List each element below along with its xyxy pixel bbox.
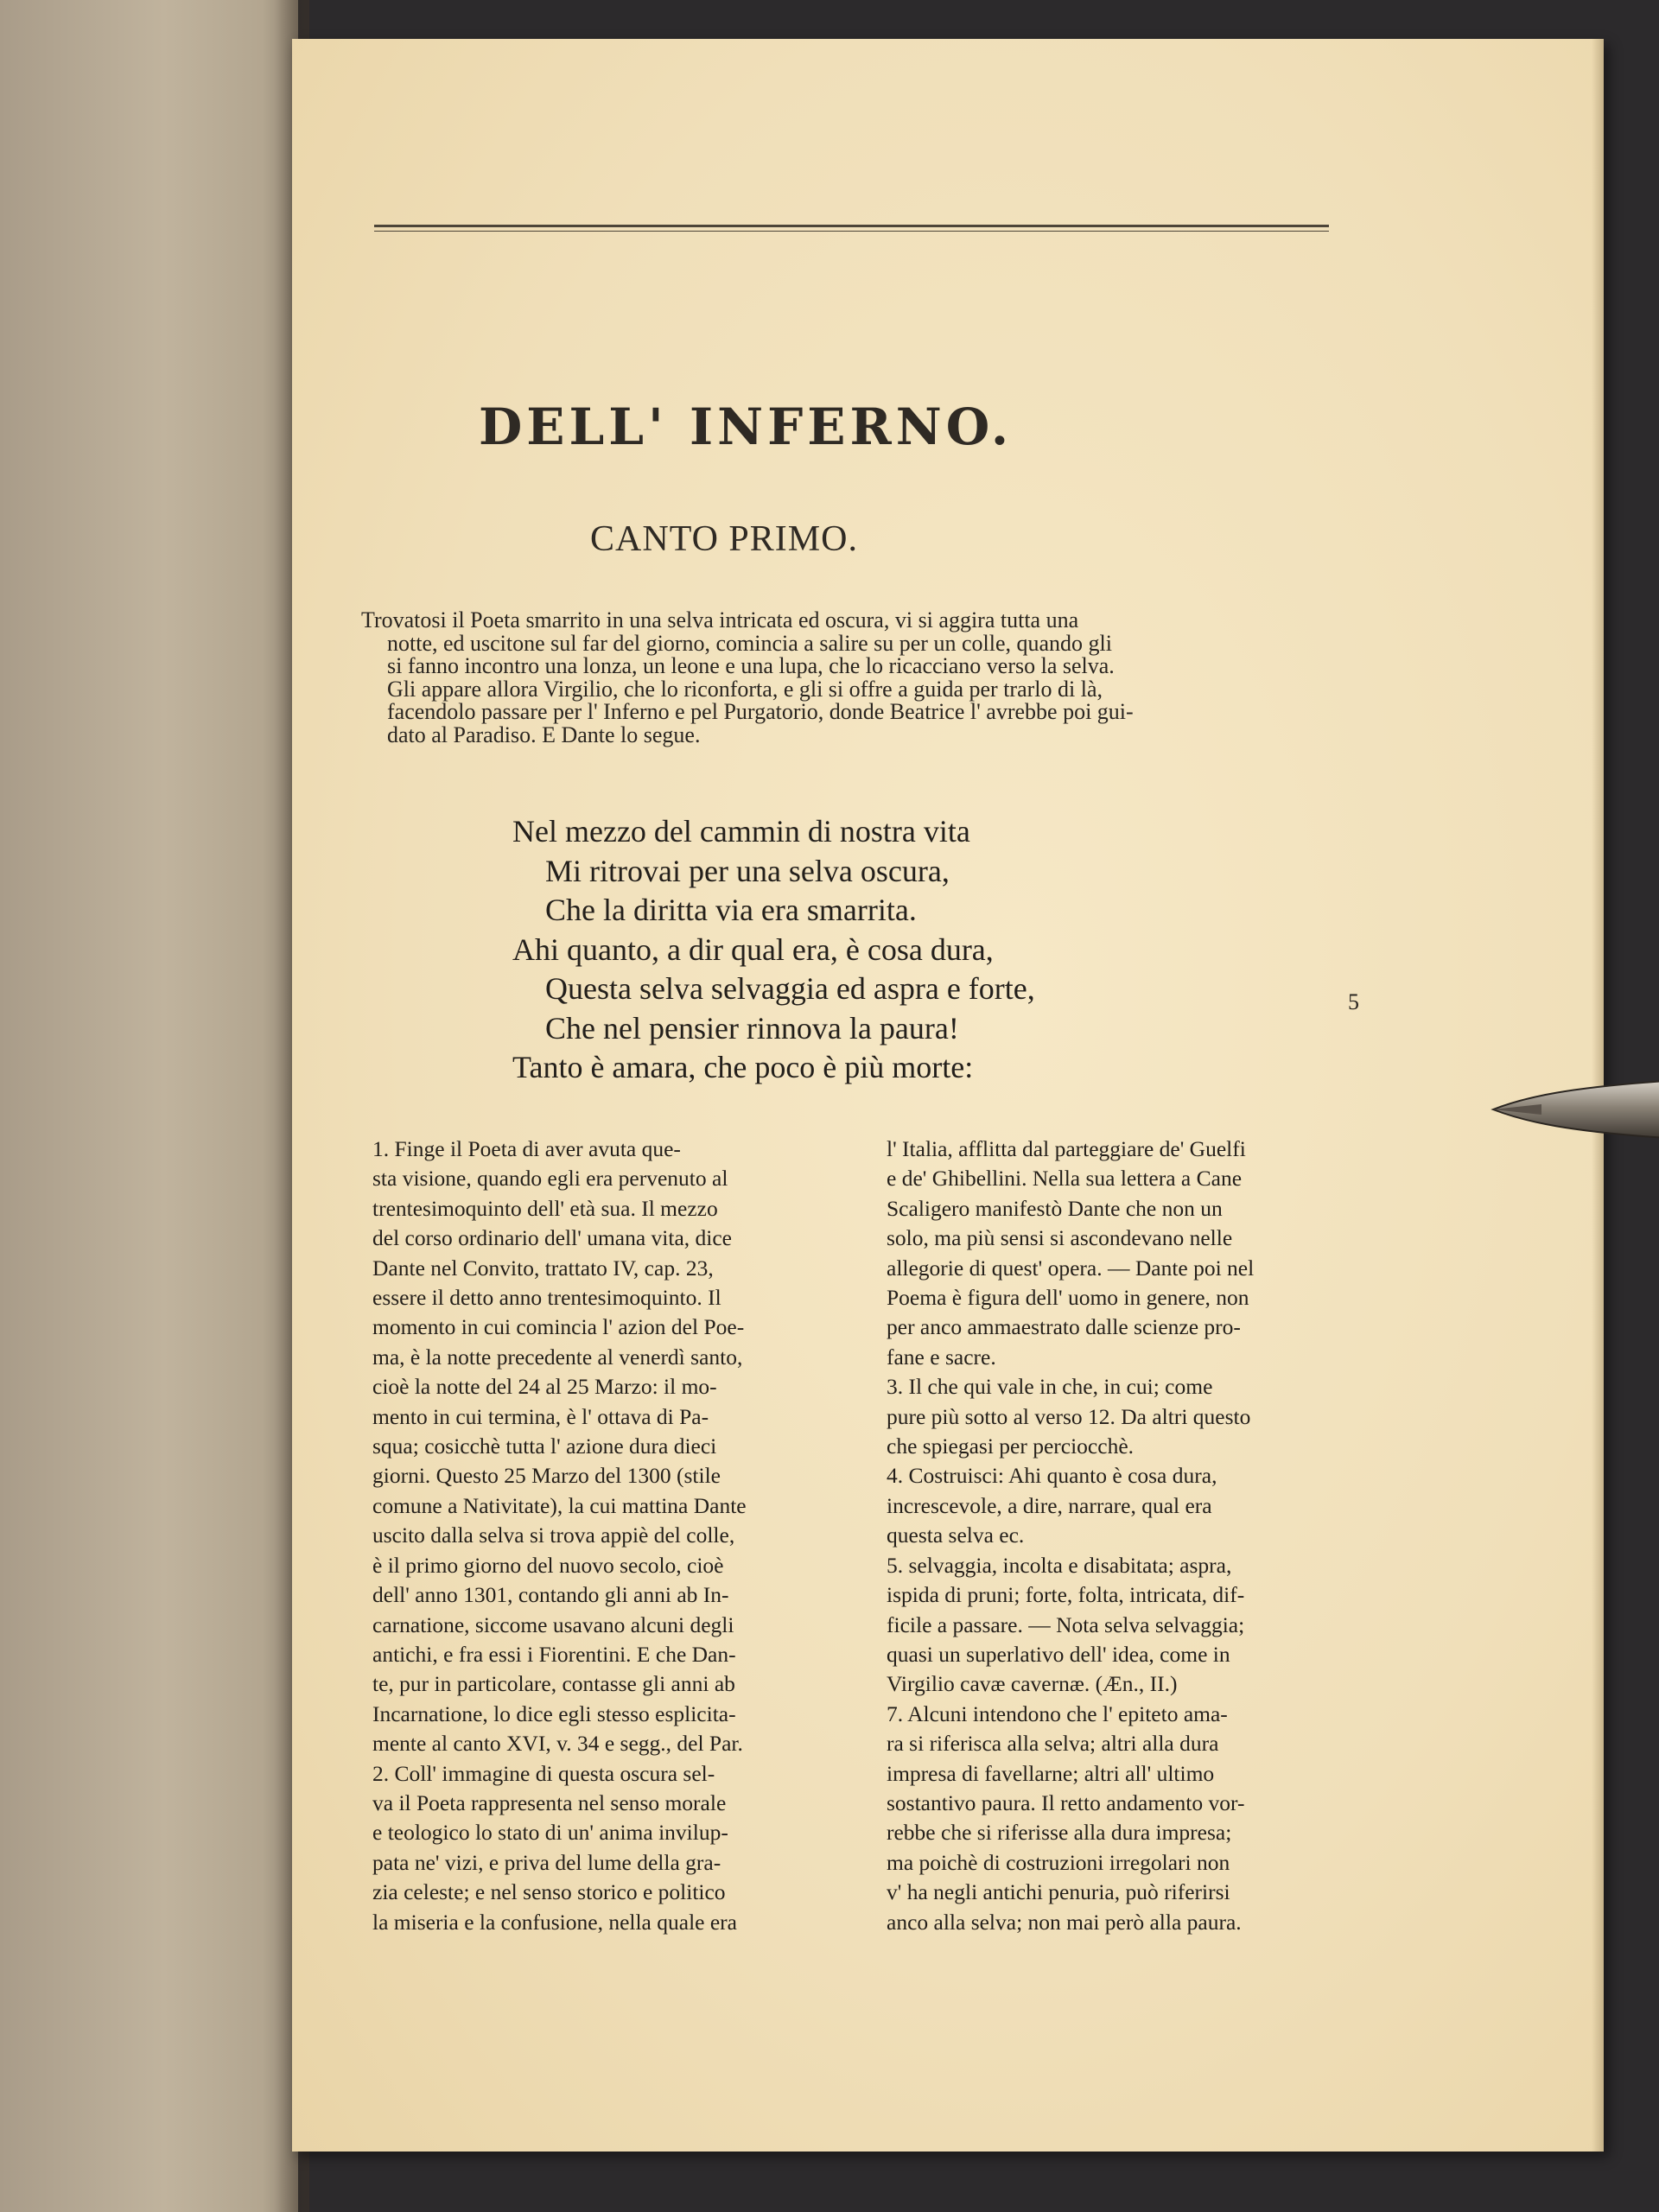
- note-line: 2. Coll' immagine di questa oscura sel-: [372, 1760, 715, 1786]
- verse-line: Tanto è amara, che poco è più morte:: [512, 1050, 974, 1084]
- note-line: 5. selvaggia, incolta e disabitata; aspra,: [887, 1552, 1232, 1578]
- note-line: comune a Nativitate), la cui mattina Dante: [372, 1492, 747, 1518]
- note-line: ma, è la notte precedente al venerdì santo,: [372, 1344, 743, 1370]
- note-line: 3. Il che qui vale in che, in cui; come: [887, 1374, 1213, 1400]
- note-line: mento in cui termina, è l' ottava di Pa-: [372, 1403, 709, 1429]
- note-line: Scaligero manifestò Dante che non un: [887, 1195, 1223, 1221]
- book-page: [292, 39, 1604, 2152]
- note-line: carnatione, siccome usavano alcuni degli: [372, 1611, 734, 1637]
- note-line: Incarnatione, lo dice egli stesso esplicita-: [372, 1700, 736, 1726]
- verse-line: Che la diritta via era smarrita.: [545, 893, 917, 927]
- verse-line: Che nel pensier rinnova la paura!: [545, 1010, 959, 1046]
- verse-line: Ahi quanto, a dir qual era, è cosa dura,: [512, 931, 994, 967]
- note-line: rebbe che si riferisse alla dura impresa;: [887, 1820, 1232, 1846]
- note-line: la miseria e la confusione, nella quale era: [372, 1909, 737, 1935]
- note-line: mente al canto XVI, v. 34 e segg., del Par.: [372, 1731, 743, 1757]
- note-line: increscevole, a dire, narrare, qual era: [887, 1492, 1212, 1518]
- note-line: momento in cui comincia l' azion del Poe-: [372, 1314, 745, 1340]
- note-line: fane e sacre.: [887, 1344, 996, 1370]
- note-line: 1. Finge il Poeta di aver avuta que-: [372, 1136, 681, 1161]
- note-line: per anco ammaestrato dalle scienze pro-: [887, 1314, 1241, 1340]
- note-line: del corso ordinario dell' umana vita, dice: [372, 1225, 732, 1251]
- argument-line: facendolo passare per l' Inferno e pel Purgatorio, donde Beatrice l' avrebbe poi gui-: [387, 699, 1134, 724]
- pen-tip-icon: [1490, 1078, 1659, 1141]
- note-line: 4. Costruisci: Ahi quanto è cosa dura,: [887, 1463, 1217, 1489]
- note-line: pure più sotto al verso 12. Da altri questo: [887, 1403, 1251, 1429]
- note-line: e de' Ghibellini. Nella sua lettera a Cane: [887, 1166, 1243, 1192]
- note-line: ma poichè di costruzioni irregolari non: [887, 1849, 1230, 1875]
- note-line: squa; cosicchè tutta l' azione dura dieci: [372, 1433, 717, 1459]
- note-line: è il primo giorno del nuovo secolo, cioè: [372, 1552, 724, 1578]
- argument-line: dato al Paradiso. E Dante lo segue.: [387, 721, 701, 747]
- note-line: 7. Alcuni intendono che l' epiteto ama-: [887, 1700, 1228, 1726]
- note-line: te, pur in particolare, contasse gli anni ab: [372, 1671, 735, 1697]
- note-line: questa selva ec.: [887, 1522, 1025, 1548]
- note-line: v' ha negli antichi penuria, può riferirsi: [887, 1879, 1230, 1905]
- argument-line: notte, ed uscitone sul far del giorno, comincia a salire su per un colle, quando gli: [387, 630, 1112, 656]
- note-line: allegorie di quest' opera. — Dante poi nel: [887, 1255, 1255, 1281]
- note-line: essere il detto anno trentesimoquinto. Il: [372, 1285, 721, 1311]
- note-line: quasi un superlativo dell' idea, come in: [887, 1641, 1230, 1667]
- note-line: sta visione, quando egli era pervenuto al: [372, 1166, 728, 1192]
- page-heading: DELL' INFERNO.: [478, 397, 1014, 456]
- note-line: Dante nel Convito, trattato IV, cap. 23,: [372, 1255, 714, 1281]
- note-line: Virgilio cavæ cavernæ. (Æn., II.): [887, 1671, 1178, 1697]
- note-line: zia celeste; e nel senso storico e politico: [372, 1879, 726, 1905]
- note-line: solo, ma più sensi si ascondevano nelle: [887, 1225, 1233, 1251]
- left-page-edge: [0, 0, 298, 2212]
- note-line: pata ne' vizi, e priva del lume della gra-: [372, 1849, 721, 1875]
- note-line: anco alla selva; non mai però alla paura.: [887, 1909, 1242, 1935]
- note-line: impresa di favellarne; altri all' ultimo: [887, 1760, 1215, 1786]
- top-rule: [374, 225, 1329, 227]
- note-line: antichi, e fra essi i Fiorentini. E che Dan-: [372, 1641, 736, 1667]
- verse-block: [512, 812, 1290, 1088]
- notes-column-left: [372, 1135, 861, 1937]
- note-line: sostantivo paura. Il retto andamento vor-: [887, 1789, 1245, 1815]
- verse-line: Nel mezzo del cammin di nostra vita: [512, 814, 970, 849]
- canto-title: CANTO PRIMO.: [590, 519, 858, 559]
- verse-line: Questa selva selvaggia ed aspra e forte,: [545, 971, 1035, 1006]
- note-line: Poema è figura dell' uomo in genere, non: [887, 1285, 1249, 1311]
- note-line: cioè la notte del 24 al 25 Marzo: il mo-: [372, 1374, 717, 1400]
- note-line: uscito dalla selva si trova appiè del colle,: [372, 1522, 735, 1548]
- note-line: e teologico lo stato di un' anima invilup-: [372, 1820, 728, 1846]
- note-line: giorni. Questo 25 Marzo del 1300 (stile: [372, 1463, 721, 1489]
- canto-argument: [361, 609, 1338, 747]
- note-line: va il Poeta rappresenta nel senso morale: [372, 1789, 727, 1815]
- notes-column-right: [887, 1135, 1381, 1937]
- argument-line: si fanno incontro una lonza, un leone e una lupa, che lo ricacciano verso la selva.: [387, 653, 1115, 678]
- note-line: ra si riferisca alla selva; altri alla dura: [887, 1731, 1219, 1757]
- note-line: ficile a passare. — Nota selva selvaggia;: [887, 1611, 1245, 1637]
- note-line: che spiegasi per perciocchè.: [887, 1433, 1135, 1459]
- note-line: trentesimoquinto dell' età sua. Il mezzo: [372, 1195, 718, 1221]
- note-line: dell' anno 1301, contando gli anni ab In-: [372, 1582, 729, 1608]
- verse-line: Mi ritrovai per una selva oscura,: [545, 853, 950, 888]
- note-line: ispida di pruni; forte, folta, intricata, dif-: [887, 1582, 1245, 1608]
- note-line: l' Italia, afflitta dal parteggiare de' Guelfi: [887, 1136, 1246, 1161]
- argument-line: Gli appare allora Virgilio, che lo riconforta, e gli si offre a guida per trarlo di là,: [387, 676, 1103, 702]
- top-rule-thin: [374, 231, 1329, 232]
- argument-line: Trovatosi il Poeta smarrito in una selva intricata ed oscura, vi si aggira tutta una: [361, 607, 1079, 632]
- verse-line-number: 5: [1348, 989, 1359, 1014]
